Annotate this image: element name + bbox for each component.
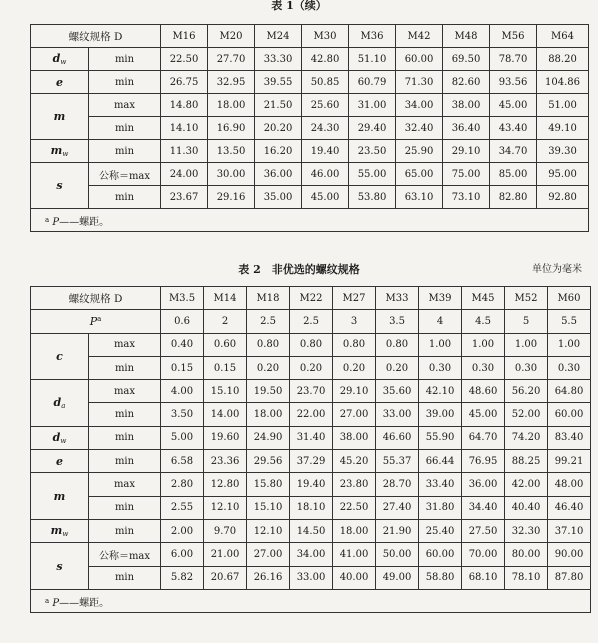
value-cell: 82.60 — [443, 71, 490, 94]
value-cell: 20.67 — [204, 566, 247, 589]
value-cell: 31.00 — [349, 94, 396, 117]
table2-pitch-value: 2.5 — [247, 310, 290, 333]
value-cell: 9.70 — [204, 519, 247, 542]
value-cell: 46.40 — [548, 496, 591, 519]
value-cell: 66.44 — [419, 450, 462, 473]
table2-row — [31, 519, 591, 542]
table2-size: M14 — [204, 287, 247, 310]
footnote-text: ——螺距。 — [59, 216, 110, 228]
qualifier-cell: min — [89, 356, 161, 379]
value-cell: 70.00 — [462, 543, 505, 566]
value-cell: 60.00 — [419, 543, 462, 566]
qualifier-cell: min — [89, 519, 161, 542]
value-cell: 85.00 — [490, 163, 537, 186]
value-cell: 29.10 — [333, 380, 376, 403]
value-cell: 29.56 — [247, 450, 290, 473]
value-cell: 80.00 — [505, 543, 548, 566]
table1-size: M48 — [443, 25, 490, 48]
value-cell: 3.50 — [161, 403, 204, 426]
table2-pitch-row — [31, 310, 591, 333]
value-cell: 71.30 — [396, 71, 443, 94]
table2-unit: 单位为毫米 — [532, 264, 582, 275]
value-cell: 18.10 — [290, 496, 333, 519]
qualifier-cell: max — [89, 94, 161, 117]
value-cell: 43.40 — [490, 117, 537, 140]
value-cell: 21.50 — [255, 94, 302, 117]
parameter-symbol: m — [50, 524, 63, 538]
table1-size: M36 — [349, 25, 396, 48]
value-cell: 14.50 — [290, 519, 333, 542]
table1-size: M42 — [396, 25, 443, 48]
value-cell: 30.00 — [208, 163, 255, 186]
value-cell: 33.40 — [419, 473, 462, 496]
value-cell: 12.80 — [204, 473, 247, 496]
parameter-symbol: m — [53, 489, 66, 503]
value-cell: 48.00 — [548, 473, 591, 496]
value-cell: 34.40 — [462, 496, 505, 519]
value-cell: 0.30 — [462, 356, 505, 379]
parameter-symbol: s — [56, 179, 63, 192]
value-cell: 39.55 — [255, 71, 302, 94]
value-cell: 37.10 — [548, 519, 591, 542]
parameter-symbol-cell — [31, 450, 89, 473]
qualifier-cell: min — [89, 566, 161, 589]
table1-row — [31, 48, 589, 71]
table2-row — [31, 450, 591, 473]
value-cell: 56.20 — [505, 380, 548, 403]
value-cell: 50.00 — [376, 543, 419, 566]
value-cell: 0.20 — [376, 356, 419, 379]
pitch-footnote-mark: a — [97, 314, 102, 323]
qualifier-cell: 公称＝max — [89, 163, 161, 186]
value-cell: 87.80 — [548, 566, 591, 589]
table1-size: M30 — [302, 25, 349, 48]
value-cell: 29.16 — [208, 186, 255, 209]
table2-pitch-value: 3 — [333, 310, 376, 333]
value-cell: 55.37 — [376, 450, 419, 473]
value-cell: 23.80 — [333, 473, 376, 496]
table2-size: M60 — [548, 287, 591, 310]
table1-row — [31, 71, 589, 94]
value-cell: 73.10 — [443, 186, 490, 209]
table2-header-row — [31, 287, 591, 310]
value-cell: 34.70 — [490, 140, 537, 163]
parameter-symbol-cell — [31, 426, 89, 449]
table2-pitch-value: 2 — [204, 310, 247, 333]
table1-footnote — [31, 209, 589, 232]
value-cell: 39.00 — [419, 403, 462, 426]
footnote-symbol: P — [52, 216, 60, 228]
value-cell: 24.30 — [302, 117, 349, 140]
value-cell: 23.36 — [204, 450, 247, 473]
value-cell: 55.00 — [349, 163, 396, 186]
value-cell: 4.00 — [161, 380, 204, 403]
value-cell: 33.00 — [376, 403, 419, 426]
value-cell: 27.50 — [462, 519, 505, 542]
value-cell: 45.00 — [302, 186, 349, 209]
value-cell: 51.10 — [349, 48, 396, 71]
value-cell: 45.00 — [462, 403, 505, 426]
parameter-symbol-cell — [31, 140, 89, 163]
table2-size: M22 — [290, 287, 333, 310]
parameter-symbol-cell — [31, 333, 89, 380]
value-cell: 88.25 — [505, 450, 548, 473]
value-cell: 26.75 — [161, 71, 208, 94]
value-cell: 51.00 — [537, 94, 589, 117]
value-cell: 75.00 — [443, 163, 490, 186]
value-cell: 68.10 — [462, 566, 505, 589]
qualifier-cell: min — [89, 117, 161, 140]
value-cell: 0.30 — [419, 356, 462, 379]
value-cell: 65.00 — [396, 163, 443, 186]
parameter-symbol-cell — [31, 519, 89, 542]
table2-size: M45 — [462, 287, 505, 310]
footnote-mark: a — [45, 596, 50, 605]
table2-size: M27 — [333, 287, 376, 310]
value-cell: 0.80 — [333, 333, 376, 356]
parameter-symbol-cell — [31, 543, 89, 590]
value-cell: 31.40 — [290, 426, 333, 449]
parameter-symbol: d — [52, 52, 61, 65]
parameter-symbol: m — [50, 144, 63, 157]
table2-row — [31, 333, 591, 356]
value-cell: 27.40 — [376, 496, 419, 519]
value-cell: 25.60 — [302, 94, 349, 117]
value-cell: 15.10 — [204, 380, 247, 403]
value-cell: 64.80 — [548, 380, 591, 403]
value-cell: 40.00 — [333, 566, 376, 589]
table1-size: M20 — [208, 25, 255, 48]
value-cell: 52.00 — [505, 403, 548, 426]
value-cell: 0.20 — [247, 356, 290, 379]
table2-row — [31, 543, 591, 566]
table1-header-label: 螺纹规格 D — [31, 25, 161, 48]
table2-size: M33 — [376, 287, 419, 310]
value-cell: 37.29 — [290, 450, 333, 473]
parameter-symbol: d — [52, 430, 61, 444]
value-cell: 5.82 — [161, 566, 204, 589]
value-cell: 38.00 — [333, 426, 376, 449]
value-cell: 41.00 — [333, 543, 376, 566]
qualifier-cell: min — [89, 450, 161, 473]
table1-size: M16 — [161, 25, 208, 48]
value-cell: 0.80 — [376, 333, 419, 356]
value-cell: 83.40 — [548, 426, 591, 449]
table1-size: M64 — [537, 25, 589, 48]
value-cell: 22.50 — [161, 48, 208, 71]
parameter-symbol: e — [56, 75, 63, 89]
value-cell: 23.50 — [349, 140, 396, 163]
value-cell: 2.55 — [161, 496, 204, 519]
value-cell: 2.80 — [161, 473, 204, 496]
parameter-symbol: d — [53, 395, 62, 409]
table2-row — [31, 403, 591, 426]
value-cell: 104.86 — [537, 71, 589, 94]
value-cell: 0.20 — [290, 356, 333, 379]
table2-row — [31, 356, 591, 379]
table2-row — [31, 426, 591, 449]
value-cell: 40.40 — [505, 496, 548, 519]
table2-row — [31, 473, 591, 496]
value-cell: 23.70 — [290, 380, 333, 403]
value-cell: 24.90 — [247, 426, 290, 449]
value-cell: 26.16 — [247, 566, 290, 589]
value-cell: 19.40 — [302, 140, 349, 163]
footnote-symbol: P — [52, 597, 60, 609]
table1-row — [31, 163, 589, 186]
value-cell: 60.00 — [548, 403, 591, 426]
value-cell: 0.80 — [247, 333, 290, 356]
table2-footnote — [31, 589, 591, 612]
value-cell: 46.00 — [302, 163, 349, 186]
table1-header-row — [31, 25, 589, 48]
table2-caption — [0, 262, 598, 278]
value-cell: 32.40 — [396, 117, 443, 140]
value-cell: 35.60 — [376, 380, 419, 403]
value-cell: 34.00 — [396, 94, 443, 117]
qualifier-cell: min — [89, 426, 161, 449]
value-cell: 0.40 — [161, 333, 204, 356]
value-cell: 78.70 — [490, 48, 537, 71]
value-cell: 46.60 — [376, 426, 419, 449]
qualifier-cell: min — [89, 140, 161, 163]
value-cell: 21.90 — [376, 519, 419, 542]
qualifier-cell: min — [89, 403, 161, 426]
value-cell: 11.30 — [161, 140, 208, 163]
table1-size: M24 — [255, 25, 302, 48]
value-cell: 33.00 — [290, 566, 333, 589]
value-cell: 15.80 — [247, 473, 290, 496]
value-cell: 0.30 — [505, 356, 548, 379]
value-cell: 6.58 — [161, 450, 204, 473]
parameter-subscript: w — [60, 58, 67, 66]
pitch-symbol: P — [89, 314, 98, 328]
value-cell: 19.50 — [247, 380, 290, 403]
value-cell: 69.50 — [443, 48, 490, 71]
parameter-symbol: c — [56, 349, 63, 363]
value-cell: 39.30 — [537, 140, 589, 163]
value-cell: 27.00 — [247, 543, 290, 566]
table2-row — [31, 566, 591, 589]
value-cell: 19.40 — [290, 473, 333, 496]
parameter-symbol: s — [56, 559, 63, 573]
value-cell: 48.60 — [462, 380, 505, 403]
value-cell: 14.00 — [204, 403, 247, 426]
value-cell: 0.30 — [548, 356, 591, 379]
value-cell: 18.00 — [247, 403, 290, 426]
value-cell: 35.00 — [255, 186, 302, 209]
parameter-subscript: w — [62, 530, 69, 539]
table1-footnote-row — [31, 209, 589, 232]
parameter-symbol-cell — [31, 71, 89, 94]
value-cell: 95.00 — [537, 163, 589, 186]
value-cell: 76.95 — [462, 450, 505, 473]
table1-row — [31, 186, 589, 209]
table2-title: 表 2 非优选的螺纹规格 — [238, 263, 360, 276]
parameter-subscript: a — [61, 401, 66, 410]
value-cell: 22.00 — [290, 403, 333, 426]
qualifier-cell: 公称＝max — [89, 543, 161, 566]
table2-pitch-value: 2.5 — [290, 310, 333, 333]
table2-header-label: 螺纹规格 D — [31, 287, 161, 310]
value-cell: 50.85 — [302, 71, 349, 94]
value-cell: 45.20 — [333, 450, 376, 473]
value-cell: 58.80 — [419, 566, 462, 589]
value-cell: 49.10 — [537, 117, 589, 140]
qualifier-cell: max — [89, 380, 161, 403]
value-cell: 16.90 — [208, 117, 255, 140]
parameter-symbol-cell — [31, 48, 89, 71]
value-cell: 53.80 — [349, 186, 396, 209]
value-cell: 60.00 — [396, 48, 443, 71]
value-cell: 28.70 — [376, 473, 419, 496]
value-cell: 42.10 — [419, 380, 462, 403]
parameter-symbol: m — [53, 110, 66, 123]
parameter-subscript: w — [62, 150, 69, 158]
table1-row — [31, 94, 589, 117]
value-cell: 92.80 — [537, 186, 589, 209]
value-cell: 31.80 — [419, 496, 462, 519]
value-cell: 38.00 — [443, 94, 490, 117]
value-cell: 18.00 — [333, 519, 376, 542]
value-cell: 14.80 — [161, 94, 208, 117]
table2-pitch-label — [31, 310, 161, 333]
qualifier-cell: min — [89, 186, 161, 209]
qualifier-cell: max — [89, 473, 161, 496]
table2-size: M39 — [419, 287, 462, 310]
value-cell: 90.00 — [548, 543, 591, 566]
value-cell: 1.00 — [462, 333, 505, 356]
value-cell: 64.70 — [462, 426, 505, 449]
table2-pitch-value: 0.6 — [161, 310, 204, 333]
parameter-symbol-cell — [31, 473, 89, 520]
parameter-symbol-cell — [31, 163, 89, 209]
value-cell: 27.00 — [333, 403, 376, 426]
value-cell: 33.30 — [255, 48, 302, 71]
table2-pitch-value: 5 — [505, 310, 548, 333]
value-cell: 14.10 — [161, 117, 208, 140]
table1-size: M56 — [490, 25, 537, 48]
table1-row — [31, 117, 589, 140]
value-cell: 42.80 — [302, 48, 349, 71]
value-cell: 82.80 — [490, 186, 537, 209]
parameter-symbol-cell — [31, 94, 89, 140]
table2-pitch-value: 4.5 — [462, 310, 505, 333]
value-cell: 63.10 — [396, 186, 443, 209]
value-cell: 29.40 — [349, 117, 396, 140]
value-cell: 12.10 — [204, 496, 247, 519]
qualifier-cell: min — [89, 71, 161, 94]
value-cell: 23.67 — [161, 186, 208, 209]
value-cell: 0.60 — [204, 333, 247, 356]
value-cell: 6.00 — [161, 543, 204, 566]
value-cell: 1.00 — [548, 333, 591, 356]
value-cell: 25.90 — [396, 140, 443, 163]
table2-footnote-row — [31, 589, 591, 612]
value-cell: 20.20 — [255, 117, 302, 140]
value-cell: 74.20 — [505, 426, 548, 449]
parameter-symbol: e — [56, 454, 63, 468]
parameter-subscript: w — [60, 436, 67, 445]
value-cell: 12.10 — [247, 519, 290, 542]
value-cell: 24.00 — [161, 163, 208, 186]
qualifier-cell: max — [89, 333, 161, 356]
table2-row — [31, 496, 591, 519]
value-cell: 36.40 — [443, 117, 490, 140]
value-cell: 78.10 — [505, 566, 548, 589]
value-cell: 18.00 — [208, 94, 255, 117]
footnote-text: ——螺距。 — [59, 597, 110, 609]
value-cell: 5.00 — [161, 426, 204, 449]
table1-title: 表 1（续） — [271, 0, 327, 12]
value-cell: 99.21 — [548, 450, 591, 473]
table2-size: M52 — [505, 287, 548, 310]
value-cell: 34.00 — [290, 543, 333, 566]
value-cell: 25.40 — [419, 519, 462, 542]
value-cell: 19.60 — [204, 426, 247, 449]
value-cell: 0.80 — [290, 333, 333, 356]
value-cell: 1.00 — [505, 333, 548, 356]
footnote-mark: a — [45, 215, 50, 224]
value-cell: 29.10 — [443, 140, 490, 163]
table2 — [30, 286, 591, 613]
qualifier-cell: min — [89, 496, 161, 519]
table2-size: M18 — [247, 287, 290, 310]
value-cell: 42.00 — [505, 473, 548, 496]
value-cell: 60.79 — [349, 71, 396, 94]
parameter-symbol-cell — [31, 380, 89, 427]
value-cell: 93.56 — [490, 71, 537, 94]
table1 — [30, 24, 589, 232]
value-cell: 36.00 — [462, 473, 505, 496]
value-cell: 27.70 — [208, 48, 255, 71]
value-cell: 21.00 — [204, 543, 247, 566]
value-cell: 32.30 — [505, 519, 548, 542]
value-cell: 16.20 — [255, 140, 302, 163]
value-cell: 13.50 — [208, 140, 255, 163]
table2-size: M3.5 — [161, 287, 204, 310]
table2-pitch-value: 5.5 — [548, 310, 591, 333]
value-cell: 32.95 — [208, 71, 255, 94]
value-cell: 0.15 — [161, 356, 204, 379]
value-cell: 2.00 — [161, 519, 204, 542]
value-cell: 0.15 — [204, 356, 247, 379]
table2-row — [31, 380, 591, 403]
value-cell: 1.00 — [419, 333, 462, 356]
qualifier-cell: min — [89, 48, 161, 71]
value-cell: 49.00 — [376, 566, 419, 589]
value-cell: 55.90 — [419, 426, 462, 449]
value-cell: 45.00 — [490, 94, 537, 117]
value-cell: 22.50 — [333, 496, 376, 519]
value-cell: 0.20 — [333, 356, 376, 379]
value-cell: 36.00 — [255, 163, 302, 186]
table1-row — [31, 140, 589, 163]
table2-pitch-value: 3.5 — [376, 310, 419, 333]
value-cell: 15.10 — [247, 496, 290, 519]
table2-pitch-value: 4 — [419, 310, 462, 333]
value-cell: 88.20 — [537, 48, 589, 71]
